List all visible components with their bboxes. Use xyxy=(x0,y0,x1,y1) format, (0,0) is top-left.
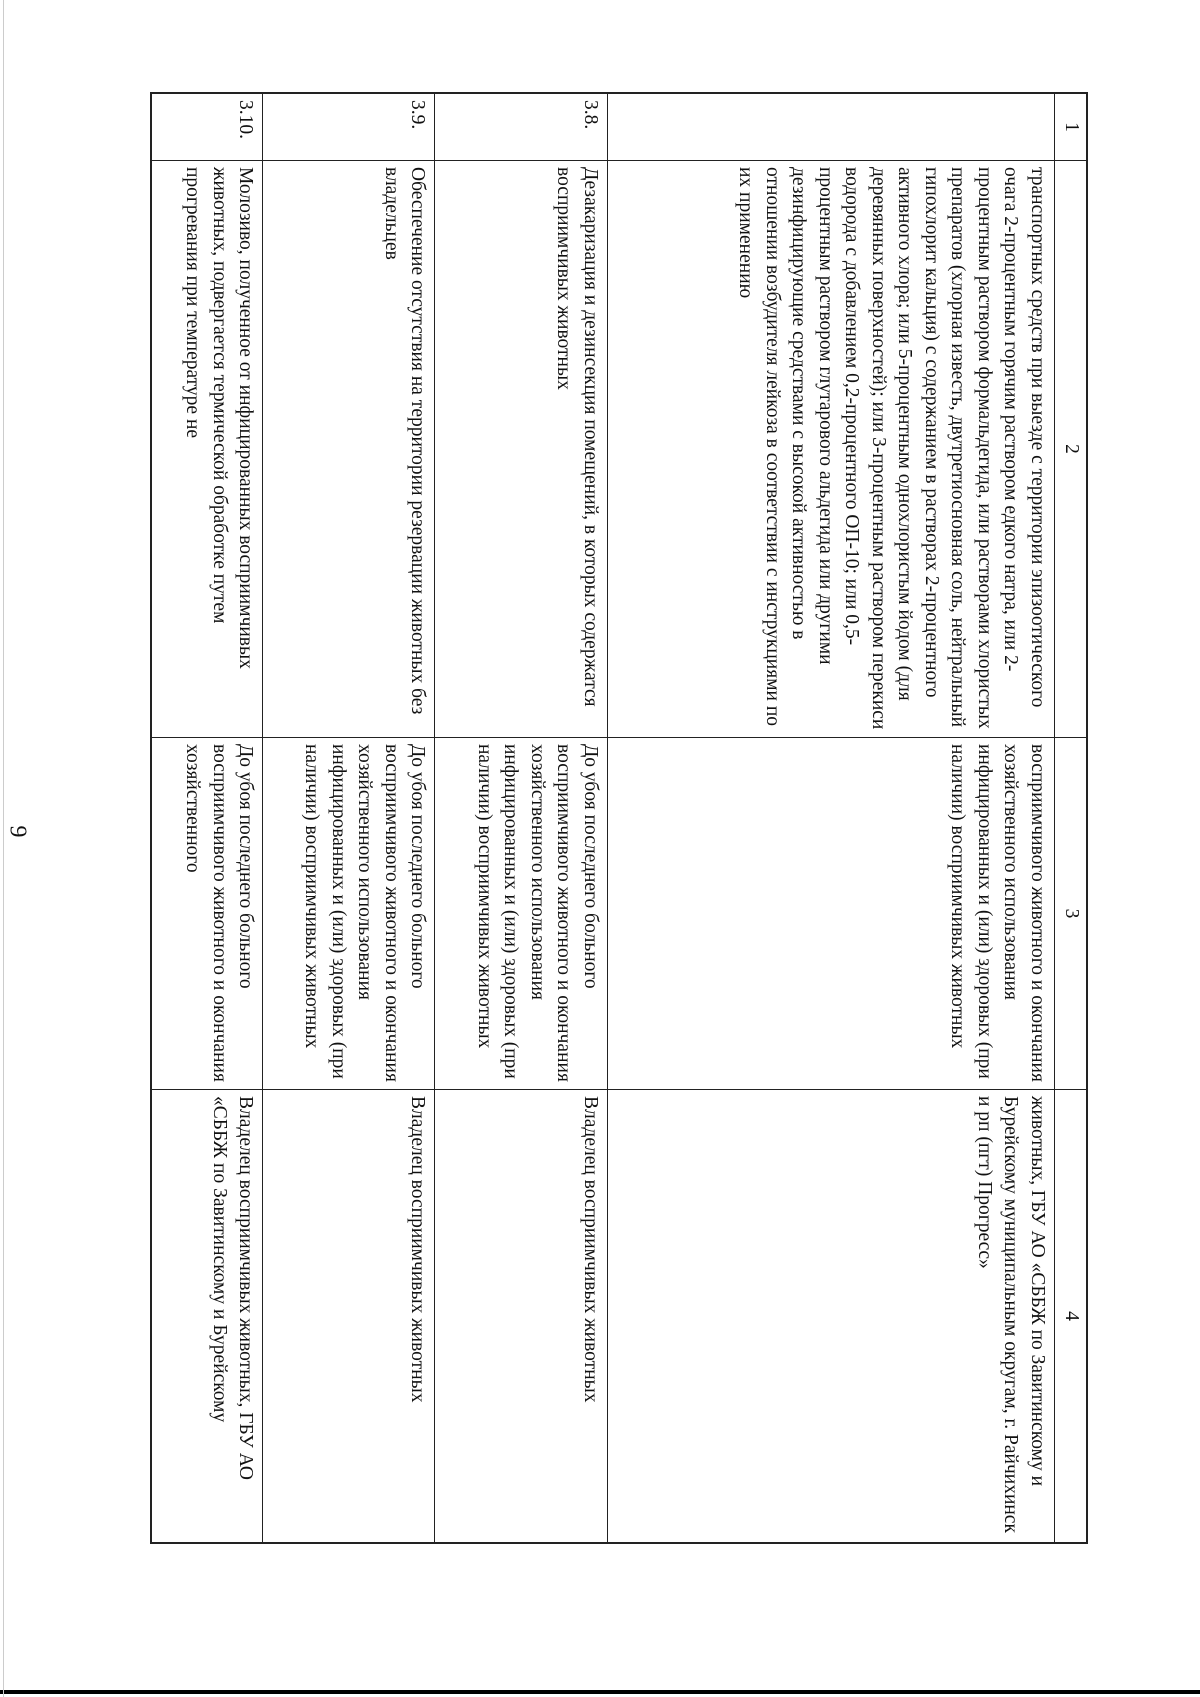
responsible-cell: Владелец восприимчивых животных xyxy=(263,1090,435,1544)
table-header-row xyxy=(1054,93,1087,1543)
table-row xyxy=(263,93,435,1543)
scan-edge-line-left xyxy=(3,0,4,1697)
table-row xyxy=(151,93,263,1543)
measure-cell: Молозиво, полученное от инфицированных восприимчивых животных, подвергается термической обработке путем прогревания при температуре не xyxy=(151,161,263,738)
responsible-cell: Владелец восприимчивых животных, ГБУ АО «СББЖ по Завитинскому и Бурейскому xyxy=(151,1090,263,1544)
table-row xyxy=(607,93,1054,1543)
term-cell: До убоя последнего больного восприимчивого животного и окончания хозяйственного xyxy=(151,738,263,1090)
term-cell: До убоя последнего больного восприимчивого животного и окончания хозяйственного использования инфицированных и (или) здоровых (при наличии) восприимчивых животных xyxy=(435,738,607,1090)
column-header-3: 3 xyxy=(1054,738,1087,1090)
responsible-cell: животных, ГБУ АО «СББЖ по Завитинскому и Бурейскому муниципальным округам, г. Райчихинск и рп (пгт) Прогресс» xyxy=(607,1090,1054,1544)
page-number: 9 xyxy=(4,825,31,838)
measures-table xyxy=(150,92,1088,1544)
term-cell: восприимчивого животного и окончания хозяйственного использования инфицированных и (или) здоровых (при наличии) восприимчивых животных xyxy=(607,738,1054,1090)
column-header-4: 4 xyxy=(1054,1090,1087,1544)
row-number-cell: 3.8. xyxy=(435,93,607,161)
column-header-1: 1 xyxy=(1054,93,1087,161)
measure-cell: Дезакаризация и дезинсекция помещений, в которых содержатся восприимчивых животных xyxy=(435,161,607,738)
responsible-cell: Владелец восприимчивых животных xyxy=(435,1090,607,1544)
rotated-table-frame xyxy=(150,92,1088,1544)
table-row xyxy=(435,93,607,1543)
measure-cell: транспортных средств при выезде с территории эпизоотического очага 2-процентным горячим раствором едкого натра, или 2-процентным раствором формальдегида, или растворами хлористых препаратов (хлорная известь, двутретиосновная соль, нейтральный гипохлорит кальция) с содержанием в растворах 2-процентного активного хлора; или 5-процентным однохлористым йодом (для деревянных поверхностей); или 3-процентным раствором перекиси водорода с добавлением 0,2-процентного ОП-10; или 0,5-процентным раствором глутарового альдегида или другими дезинфицирующие средствами с высокой активностью в отношении возбудителя лейкоза в соответствии с инструкциями по их применению xyxy=(607,161,1054,738)
term-cell: До убоя последнего больного восприимчивого животного и окончания хозяйственного использования инфицированных и (или) здоровых (при наличии) восприимчивых животных xyxy=(263,738,435,1090)
measure-cell: Обеспечение отсутствия на территории резервации животных без владельцев xyxy=(263,161,435,738)
row-number-cell xyxy=(607,93,1054,161)
column-header-2: 2 xyxy=(1054,161,1087,738)
row-number-cell: 3.10. xyxy=(151,93,263,161)
scan-edge-line-bottom xyxy=(0,1690,1200,1694)
rotated-table-content xyxy=(150,92,1088,1544)
row-number-cell: 3.9. xyxy=(263,93,435,161)
